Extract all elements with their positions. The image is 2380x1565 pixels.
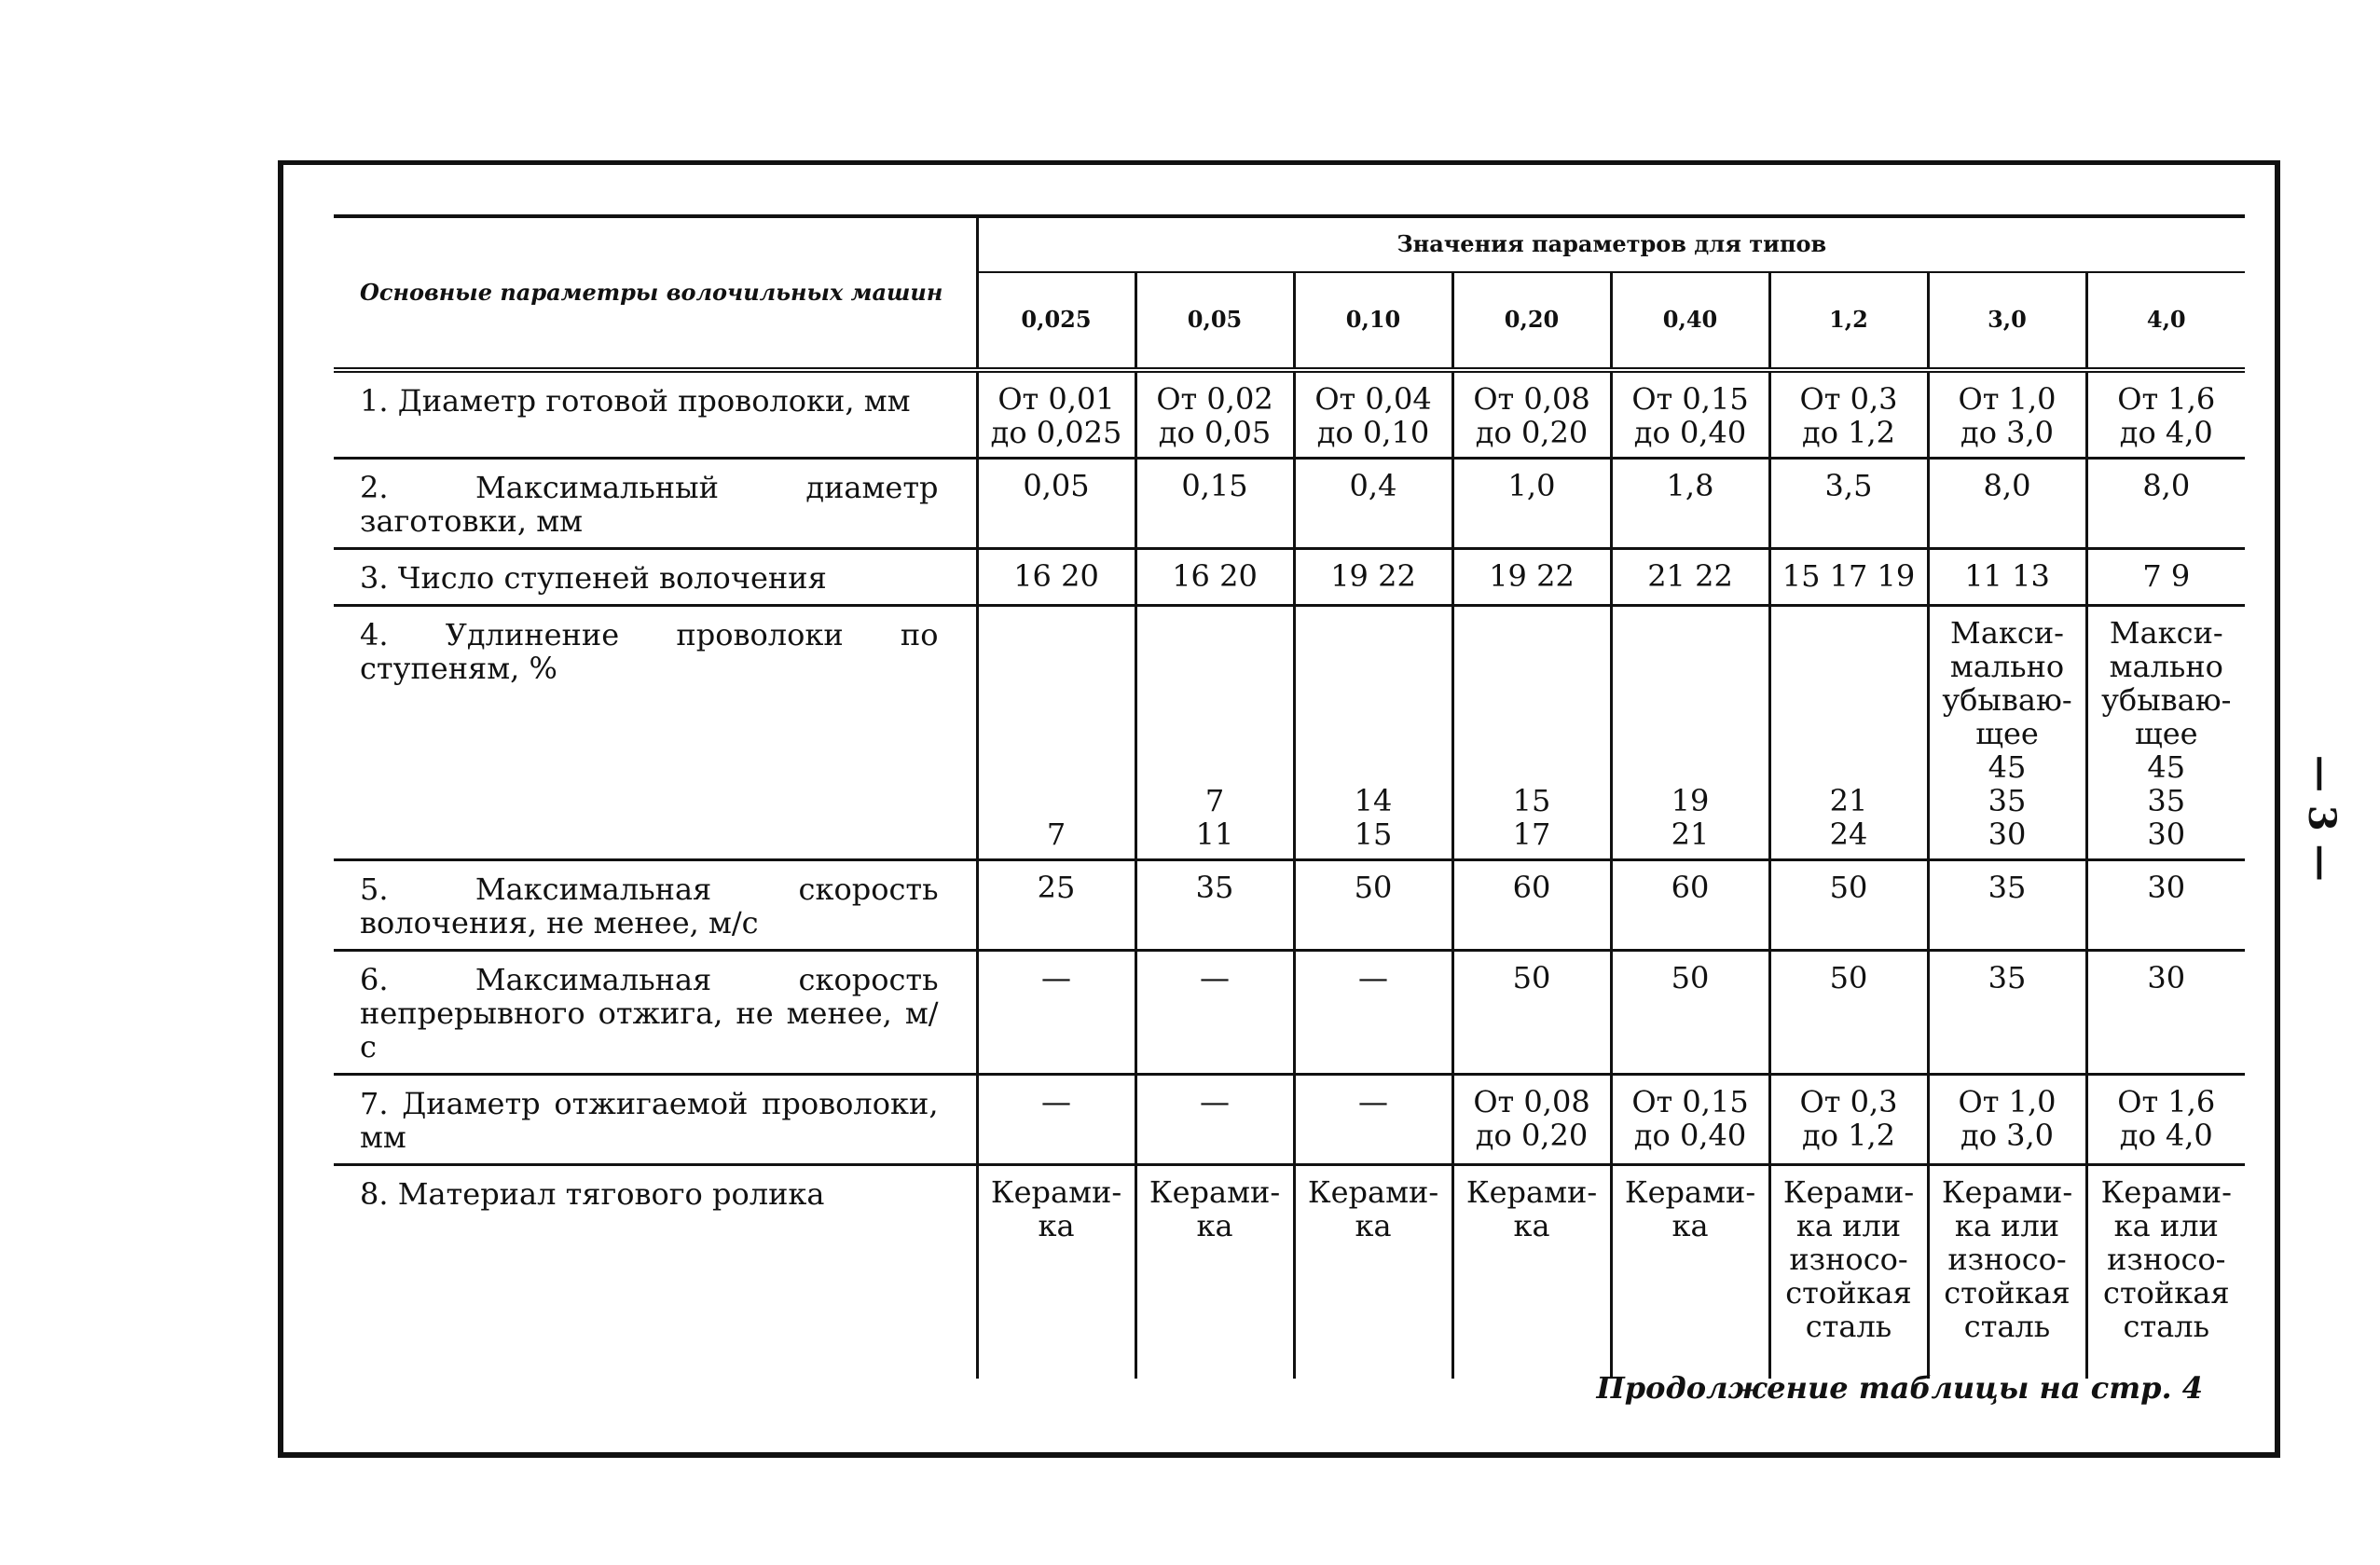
cell: 8,0: [2086, 459, 2245, 549]
cell: 50: [1452, 951, 1611, 1075]
cell: 15 17: [1452, 606, 1611, 860]
cell: 60: [1452, 860, 1611, 951]
cell: От 0,15 до 0,40: [1611, 370, 1769, 459]
cell: 19 22: [1294, 549, 1452, 606]
table-row: [334, 370, 2245, 459]
cell: Керами- ка: [1294, 1165, 1452, 1380]
row-label: 3. Число ступеней волочения: [334, 549, 977, 606]
cell: 8,0: [1928, 459, 2086, 549]
cell: 7 9: [2086, 549, 2245, 606]
cell: 50: [1769, 951, 1928, 1075]
table-row: [334, 951, 2245, 1075]
type-header: 1,2: [1769, 272, 1928, 370]
cell: Макси- мально убываю- щее 45 35 30: [2086, 606, 2245, 860]
cell: 7: [977, 606, 1135, 860]
cell: —: [1135, 1075, 1294, 1165]
cell: Керами- ка: [1611, 1165, 1769, 1380]
cell: От 0,01 до 0,025: [977, 370, 1135, 459]
cell: 50: [1769, 860, 1928, 951]
type-header: 3,0: [1928, 272, 2086, 370]
cell: От 1,0 до 3,0: [1928, 370, 2086, 459]
cell: 30: [2086, 860, 2245, 951]
type-header: 0,20: [1452, 272, 1611, 370]
cell: 19 22: [1452, 549, 1611, 606]
cell: 1,0: [1452, 459, 1611, 549]
cell: 1,8: [1611, 459, 1769, 549]
cell: Керами- ка: [1135, 1165, 1294, 1380]
cell: 30: [2086, 951, 2245, 1075]
cell: От 0,3 до 1,2: [1769, 1075, 1928, 1165]
cell: 11 13: [1928, 549, 2086, 606]
cell: От 0,08 до 0,20: [1452, 1075, 1611, 1165]
param-column-header: Основные параметры волочильных машин: [334, 216, 977, 370]
table-row: [334, 860, 2245, 951]
table-row: [334, 1165, 2245, 1380]
cell: 50: [1294, 860, 1452, 951]
type-header: 0,025: [977, 272, 1135, 370]
row-label: 4. Удлинение проволоки по ступеням, %: [334, 606, 977, 860]
table-row: [334, 606, 2245, 860]
cell: —: [1294, 1075, 1452, 1165]
row-label: 7. Диаметр отжигаемой проволоки, мм: [334, 1075, 977, 1165]
cell: 25: [977, 860, 1135, 951]
cell: 21 24: [1769, 606, 1928, 860]
page-number: — 3 —: [2300, 755, 2344, 882]
cell: Керами- ка или износо- стойкая сталь: [2086, 1165, 2245, 1380]
cell: 0,05: [977, 459, 1135, 549]
cell: 3,5: [1769, 459, 1928, 549]
cell: —: [1135, 951, 1294, 1075]
table-row: [334, 459, 2245, 549]
row-label: 1. Диаметр готовой проволоки, мм: [334, 370, 977, 459]
row-label: 2. Максимальный диаметр заготовки, мм: [334, 459, 977, 549]
cell: 16 20: [1135, 549, 1294, 606]
continuation-note: Продолжение таблицы на стр. 4: [1596, 1370, 2203, 1406]
parameters-table: [334, 214, 2245, 1379]
cell: От 0,08 до 0,20: [1452, 370, 1611, 459]
table-row: [334, 549, 2245, 606]
cell: 14 15: [1294, 606, 1452, 860]
cell: От 1,6 до 4,0: [2086, 1075, 2245, 1165]
cell: Макси- мально убываю- щее 45 35 30: [1928, 606, 2086, 860]
cell: От 1,0 до 3,0: [1928, 1075, 2086, 1165]
cell: 7 11: [1135, 606, 1294, 860]
type-header: 0,05: [1135, 272, 1294, 370]
cell: 60: [1611, 860, 1769, 951]
cell: Керами- ка или износо- стойкая сталь: [1769, 1165, 1928, 1380]
cell: 50: [1611, 951, 1769, 1075]
cell: Керами- ка: [1452, 1165, 1611, 1380]
cell: 21 22: [1611, 549, 1769, 606]
cell: —: [977, 951, 1135, 1075]
row-label: 5. Максимальная скорость волочения, не менее, м/с: [334, 860, 977, 951]
cell: Керами- ка или износо- стойкая сталь: [1928, 1165, 2086, 1380]
cell: 35: [1928, 860, 2086, 951]
cell: 0,15: [1135, 459, 1294, 549]
cell: От 0,04 до 0,10: [1294, 370, 1452, 459]
cell: 0,4: [1294, 459, 1452, 549]
cell: 16 20: [977, 549, 1135, 606]
cell: От 0,02 до 0,05: [1135, 370, 1294, 459]
row-label: 6. Максимальная скорость непрерывного отжига, не менее, м/с: [334, 951, 977, 1075]
cell: 35: [1135, 860, 1294, 951]
type-header: 0,10: [1294, 272, 1452, 370]
cell: —: [1294, 951, 1452, 1075]
cell: Керами- ка: [977, 1165, 1135, 1380]
cell: 15 17 19: [1769, 549, 1928, 606]
type-header: 4,0: [2086, 272, 2245, 370]
table-row: [334, 1075, 2245, 1165]
cell: —: [977, 1075, 1135, 1165]
cell: От 0,15 до 0,40: [1611, 1075, 1769, 1165]
cell: 19 21: [1611, 606, 1769, 860]
row-label: 8. Материал тягового ролика: [360, 1176, 825, 1212]
cell: От 0,3 до 1,2: [1769, 370, 1928, 459]
cell: 35: [1928, 951, 2086, 1075]
cell: От 1,6 до 4,0: [2086, 370, 2245, 459]
type-header: 0,40: [1611, 272, 1769, 370]
type-group-header: Значения параметров для типов: [977, 216, 2245, 272]
